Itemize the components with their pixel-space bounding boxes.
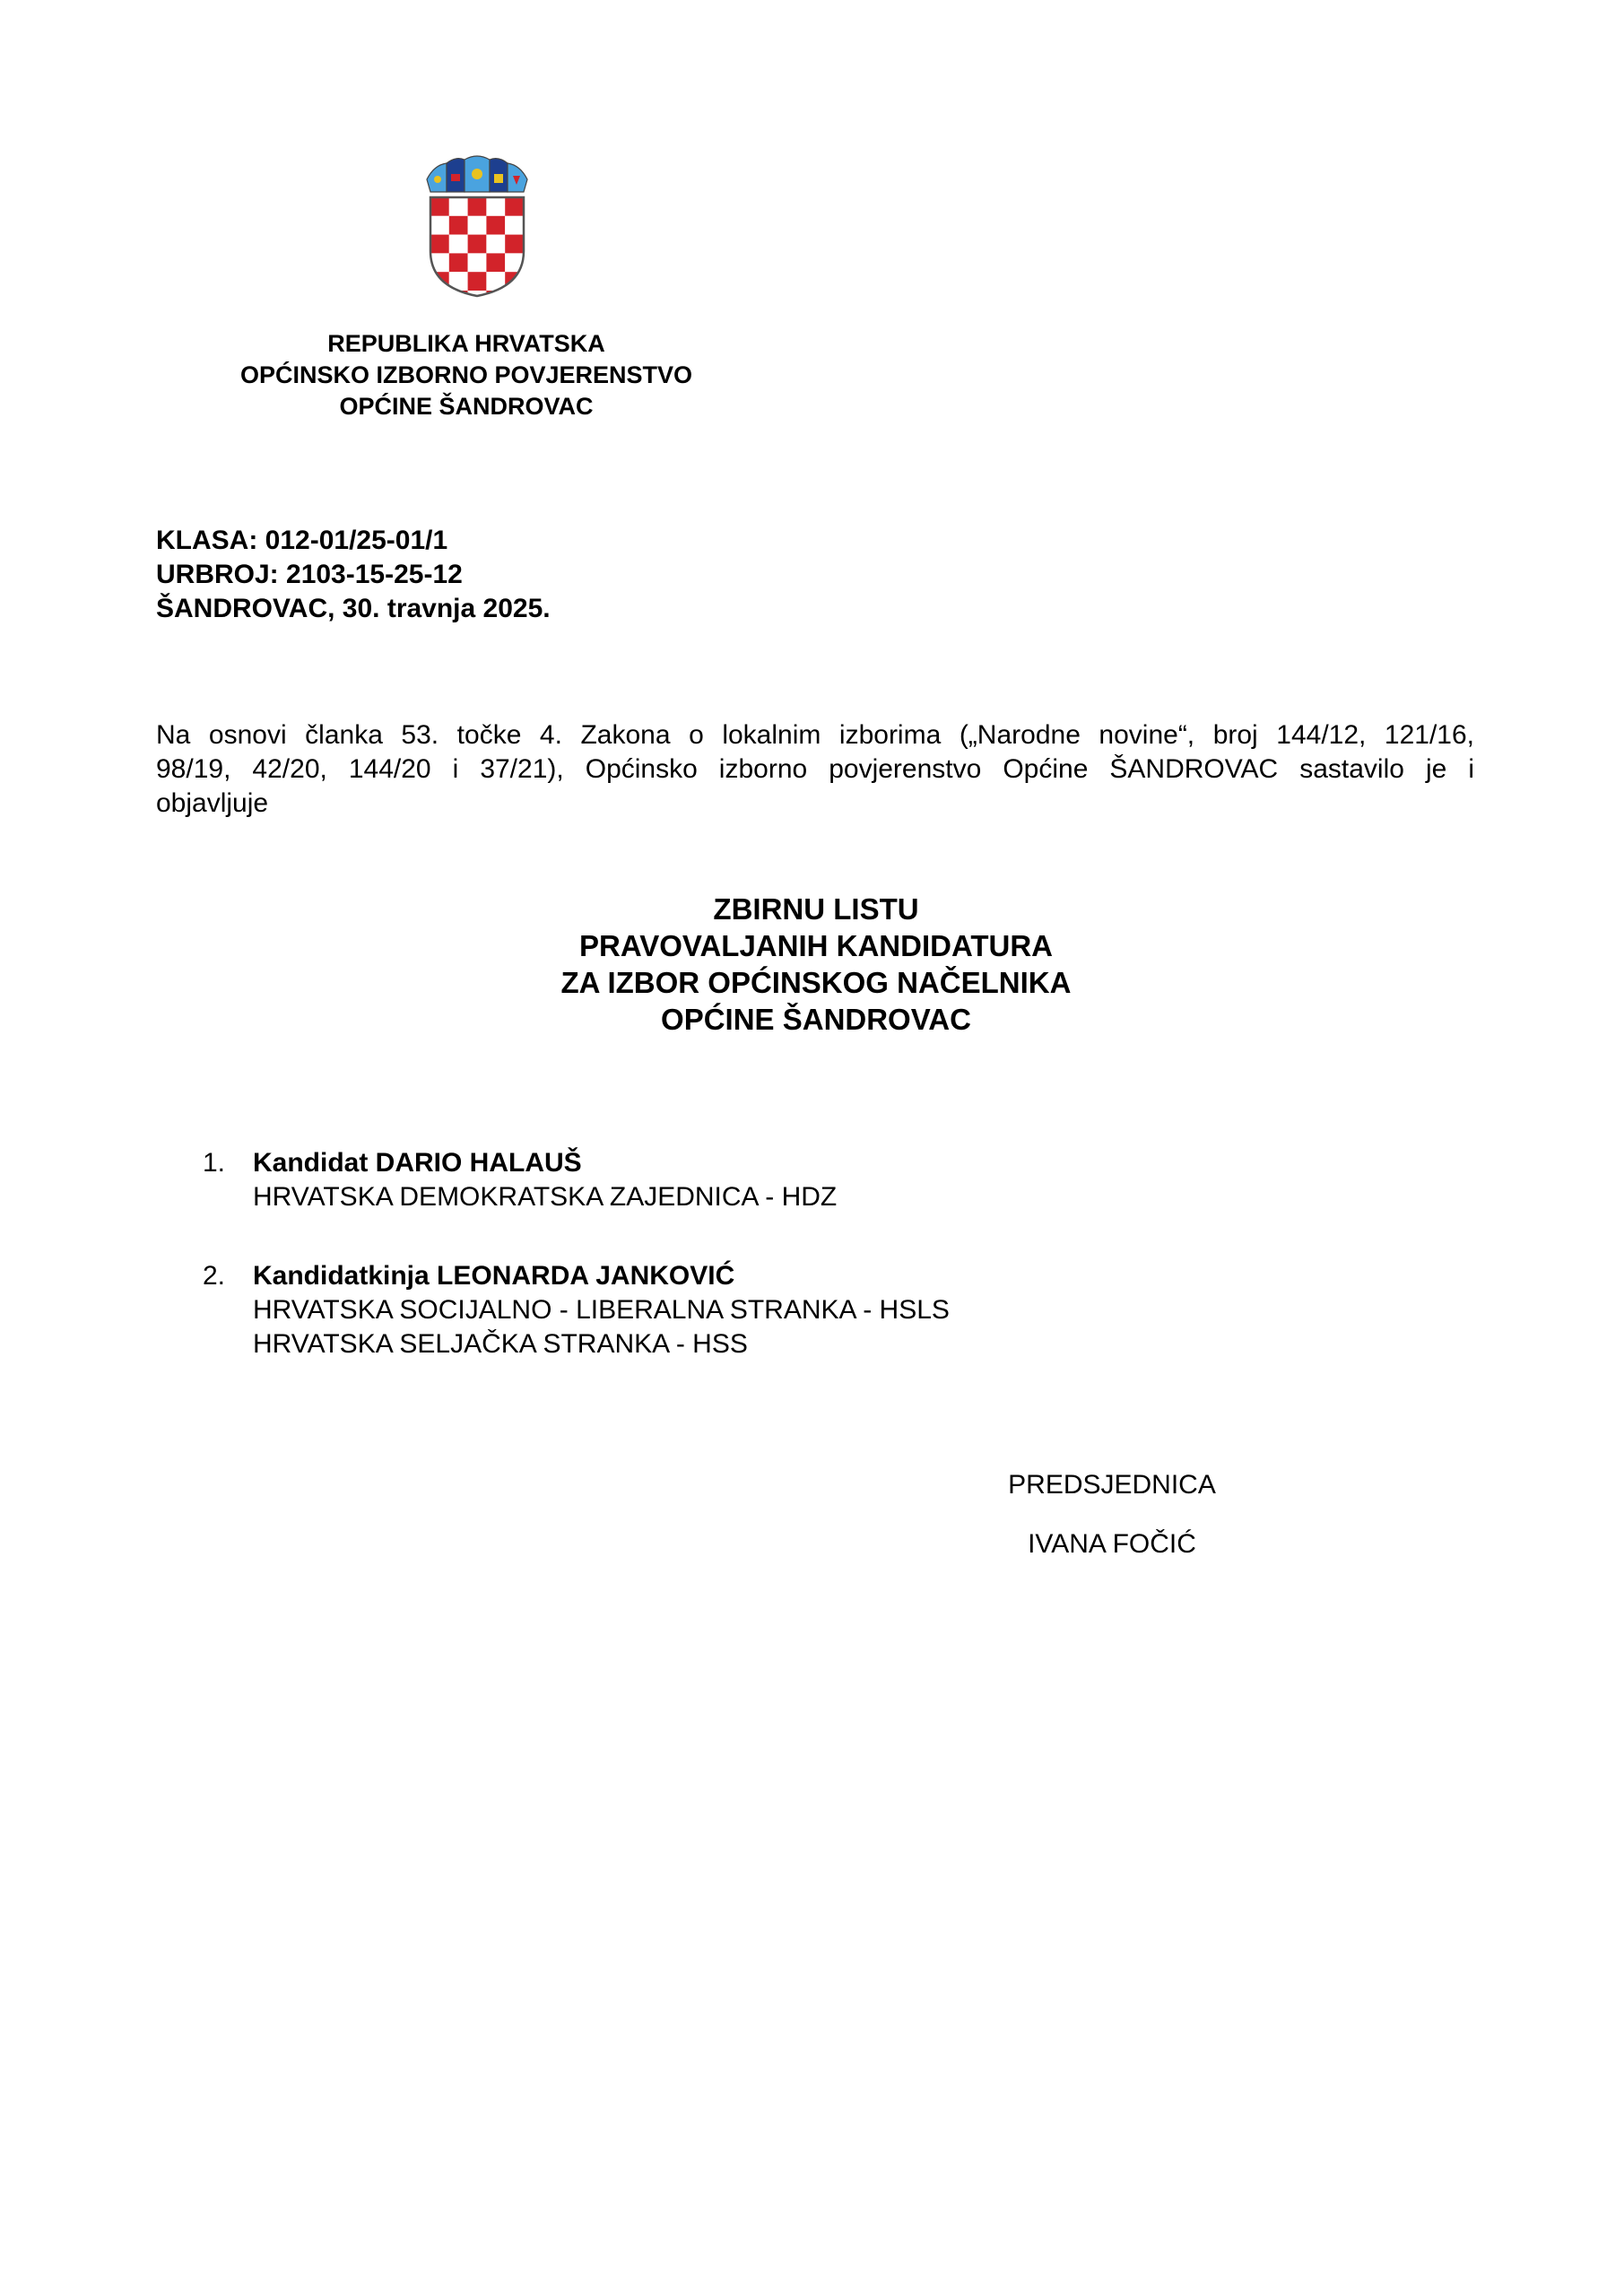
authority-line: OPĆINE ŠANDROVAC: [339, 393, 594, 420]
document-reference: [156, 524, 551, 626]
issuing-authority: [179, 328, 753, 422]
checker-square: [430, 291, 449, 298]
candidate-party: HRVATSKA DEMOKRATSKA ZAJEDNICA - HDZ: [253, 1182, 838, 1212]
checker-square: [486, 235, 505, 254]
urbroj: URBROJ: 2103-15-25-12: [156, 560, 463, 589]
checker-square: [468, 253, 487, 272]
authority-line: OPĆINSKO IZBORNO POVJERENSTVO: [239, 361, 693, 388]
klasa: KLASA: 012-01/25-01/1: [156, 526, 448, 555]
intro-paragraph: [156, 718, 1474, 821]
checker-square: [430, 235, 449, 254]
candidate-list: [203, 1146, 950, 1406]
intro-line: 98/19, 42/20, 144/20 i 37/21), Općinsko izborno povjerenstvo Općine ŠANDROVAC sastavilo je i: [156, 754, 1474, 784]
checker-square: [486, 197, 505, 216]
checker-square: [468, 216, 487, 235]
intro-line: objavljuje: [156, 788, 269, 818]
candidate-name: Kandidatkinja LEONARDA JANKOVIĆ: [253, 1261, 735, 1291]
checker-square: [505, 235, 524, 254]
signatory-name: IVANA FOČIĆ: [1028, 1529, 1196, 1559]
list-item: [203, 1259, 950, 1361]
checker-square: [430, 216, 449, 235]
checker-square: [505, 272, 524, 291]
checker-square: [449, 197, 468, 216]
crown: [427, 156, 527, 192]
checker-square: [430, 272, 449, 291]
checker-square: [468, 272, 487, 291]
checker-square: [505, 291, 524, 298]
authority-line: REPUBLIKA HRVATSKA: [327, 330, 605, 357]
checker-square: [468, 235, 487, 254]
checker-square: [430, 197, 449, 216]
signatory-role: PREDSJEDNICA: [1008, 1470, 1216, 1500]
candidate-number: 1.: [203, 1148, 226, 1178]
candidate-name: Kandidat DARIO HALAUŠ: [253, 1148, 582, 1178]
checker-square: [505, 197, 524, 216]
document-title: [448, 891, 1184, 1038]
checker-square: [449, 253, 468, 272]
checker-square: [505, 216, 524, 235]
checker-square: [468, 197, 487, 216]
checker-square: [449, 216, 468, 235]
title-line: ZA IZBOR OPĆINSKOG NAČELNIKA: [560, 966, 1072, 999]
candidate-number: 2.: [203, 1261, 226, 1291]
title-line: PRAVOVALJANIH KANDIDATURA: [579, 929, 1053, 962]
checker-square: [449, 235, 468, 254]
croatian-coat-of-arms-icon: [421, 152, 533, 298]
candidate-party: HRVATSKA SELJAČKA STRANKA - HSS: [253, 1329, 748, 1359]
title-line: ZBIRNU LISTU: [713, 892, 919, 926]
title-line: OPĆINE ŠANDROVAC: [661, 1003, 971, 1036]
checker-square: [486, 253, 505, 272]
place-date: ŠANDROVAC, 30. travnja 2025.: [156, 594, 551, 623]
candidate-party: HRVATSKA SOCIJALNO - LIBERALNA STRANKA - HSLS: [253, 1295, 950, 1325]
list-item: [203, 1146, 950, 1214]
intro-line: Na osnovi članka 53. točke 4. Zakona o lokalnim izborima („Narodne novine“, broj 144/12, 121/16,: [156, 720, 1474, 750]
checker-square: [486, 216, 505, 235]
